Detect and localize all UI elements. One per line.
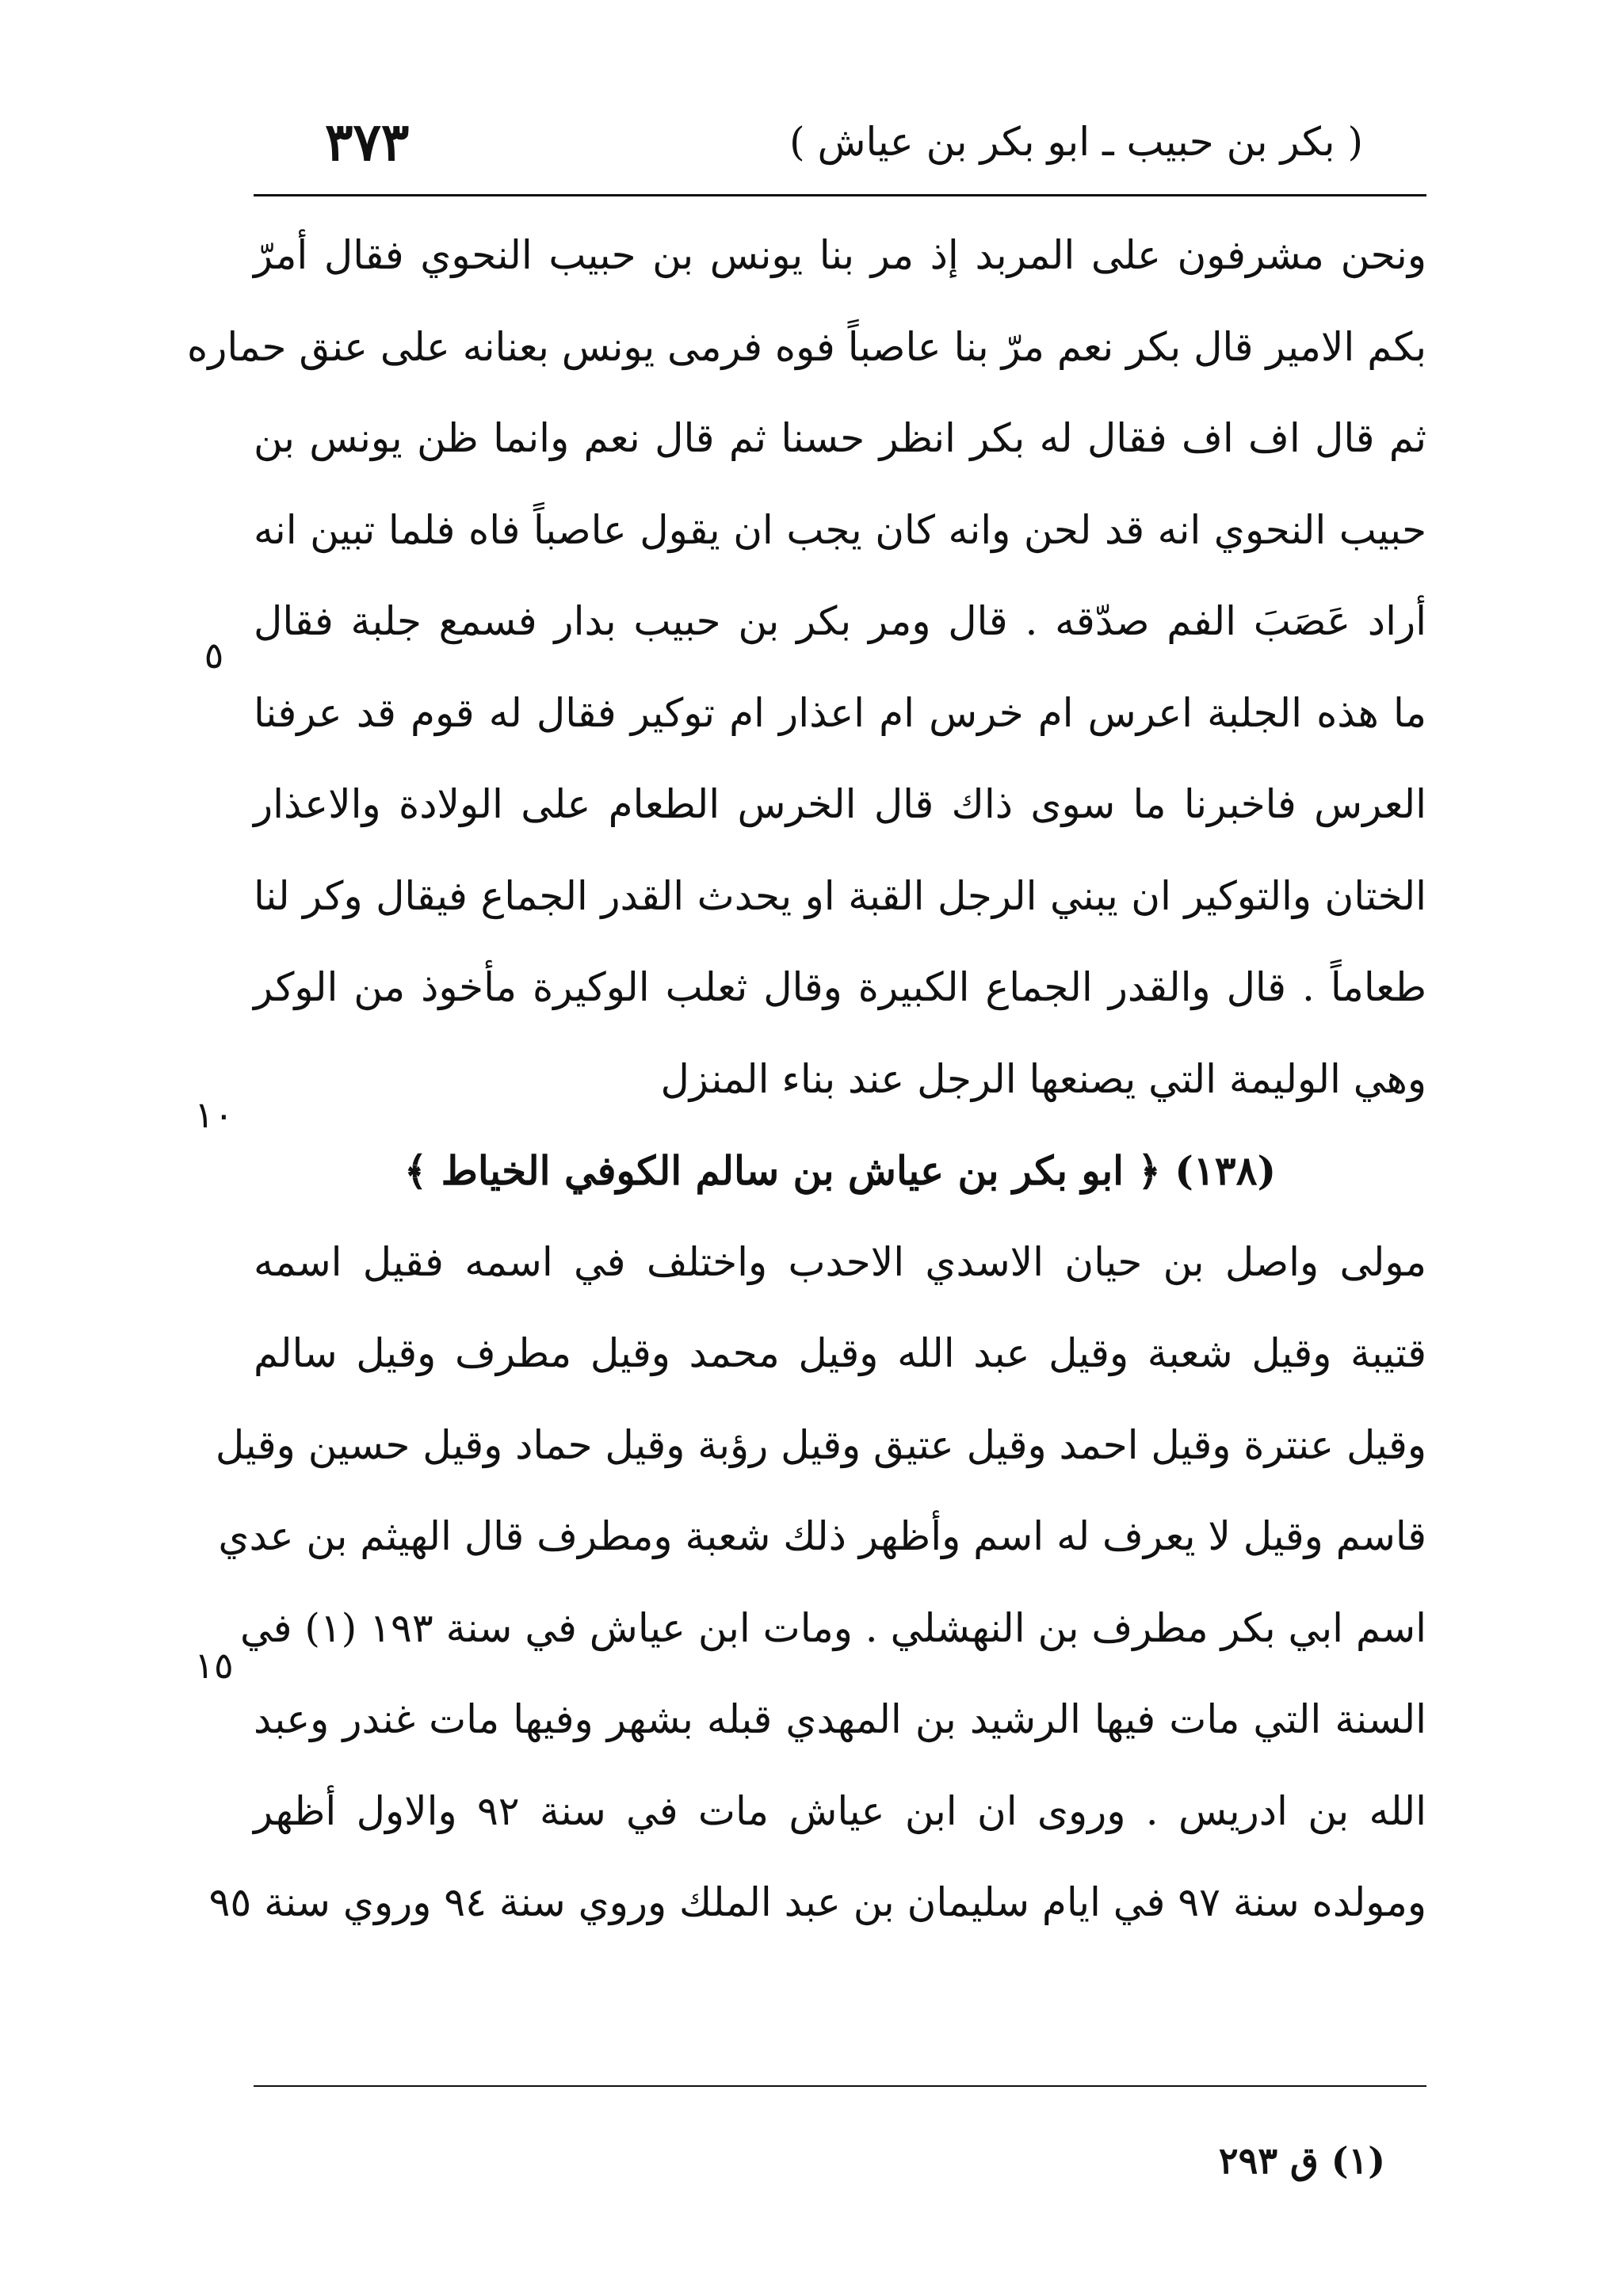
text-line: وهي الوليمة التي يصنعها الرجل عند بناء المنزل [660, 1055, 1426, 1102]
running-title: ( بكر بن حبيب ـ ابو بكر بن عياش ) [789, 119, 1363, 165]
text-line: طعاماً . قال والقدر الجماع الكبيرة وقال ثعلب الوكيرة مأخوذ من الوكر [254, 964, 1426, 1010]
section-heading: (١٣٨) ﴿ ابو بكر بن عياش بن سالم الكوفي الخياط ﴾ [403, 1147, 1277, 1194]
text-line: مولى واصل بن حيان الاسدي الاحدب واختلف في اسمه فقيل اسمه [254, 1238, 1426, 1285]
text-line: حبيب النحوي انه قد لحن وانه كان يجب ان يقول عاصباً فاه فلما تبين انه [254, 506, 1426, 553]
text-line: العرس فاخبرنا ما سوى ذاك قال الخرس الطعام على الولادة والاعذار [254, 781, 1426, 827]
text-line: قتيبة وقيل شعبة وقيل عبد الله وقيل محمد وقيل مطرف وقيل سالم [254, 1330, 1426, 1376]
footnote: (١) ق ٢٩٣ [1218, 2139, 1385, 2182]
margin-line-number: ٥ [204, 634, 224, 677]
text-line: الله بن ادريس . وروى ان ابن عياش مات في سنة ٩٢ والاول أظهر [254, 1787, 1426, 1834]
text-line: ونحن مشرفون على المربد إذ مر بنا يونس بن حبيب النحوي فقال أمرّ [254, 232, 1426, 278]
text-line: السنة التي مات فيها الرشيد بن المهدي قبله بشهر وفيها مات غندر وعبد [254, 1696, 1426, 1742]
text-line: اسم ابي بكر مطرف بن النهشلي . ومات ابن عياش في سنة ١٩٣ (١) في [239, 1604, 1426, 1651]
text-line: بكم الامير قال بكر نعم مرّ بنا عاصباً فوه فرمى يونس بعنانه على عنق حماره [187, 323, 1426, 370]
page-header [254, 111, 1426, 198]
page-number: ٣٧٣ [325, 111, 410, 173]
text-line: ما هذه الجلبة اعرس ام خرس ام اعذار ام توكير فقال له قوم قد عرفنا [254, 689, 1426, 736]
header-rule [254, 194, 1426, 196]
footnote-rule [254, 2085, 1426, 2087]
text-line: قاسم وقيل لا يعرف له اسم وأظهر ذلك شعبة ومطرف قال الهيثم بن عدي [218, 1513, 1426, 1559]
margin-line-number: ١٠ [194, 1093, 234, 1136]
text-line: الختان والتوكير ان يبني الرجل القبة او يحدث القدر الجماع فيقال وكر لنا [254, 872, 1426, 919]
text-line: وقيل عنترة وقيل احمد وقيل عتيق وقيل رؤبة وقيل حماد وقيل حسين وقيل [215, 1421, 1426, 1468]
text-line: أراد عَصَبَ الفم صدّقه . قال ومر بكر بن حبيب بدار فسمع جلبة فقال [254, 598, 1426, 644]
text-line: ومولده سنة ٩٧ في ايام سليمان بن عبد الملك وروي سنة ٩٤ وروي سنة ٩٥ [208, 1879, 1426, 1925]
text-line: ثم قال اف اف فقال له بكر انظر حسنا ثم قال نعم وانما ظن يونس بن [254, 415, 1426, 461]
margin-line-number: ١٥ [194, 1644, 234, 1687]
